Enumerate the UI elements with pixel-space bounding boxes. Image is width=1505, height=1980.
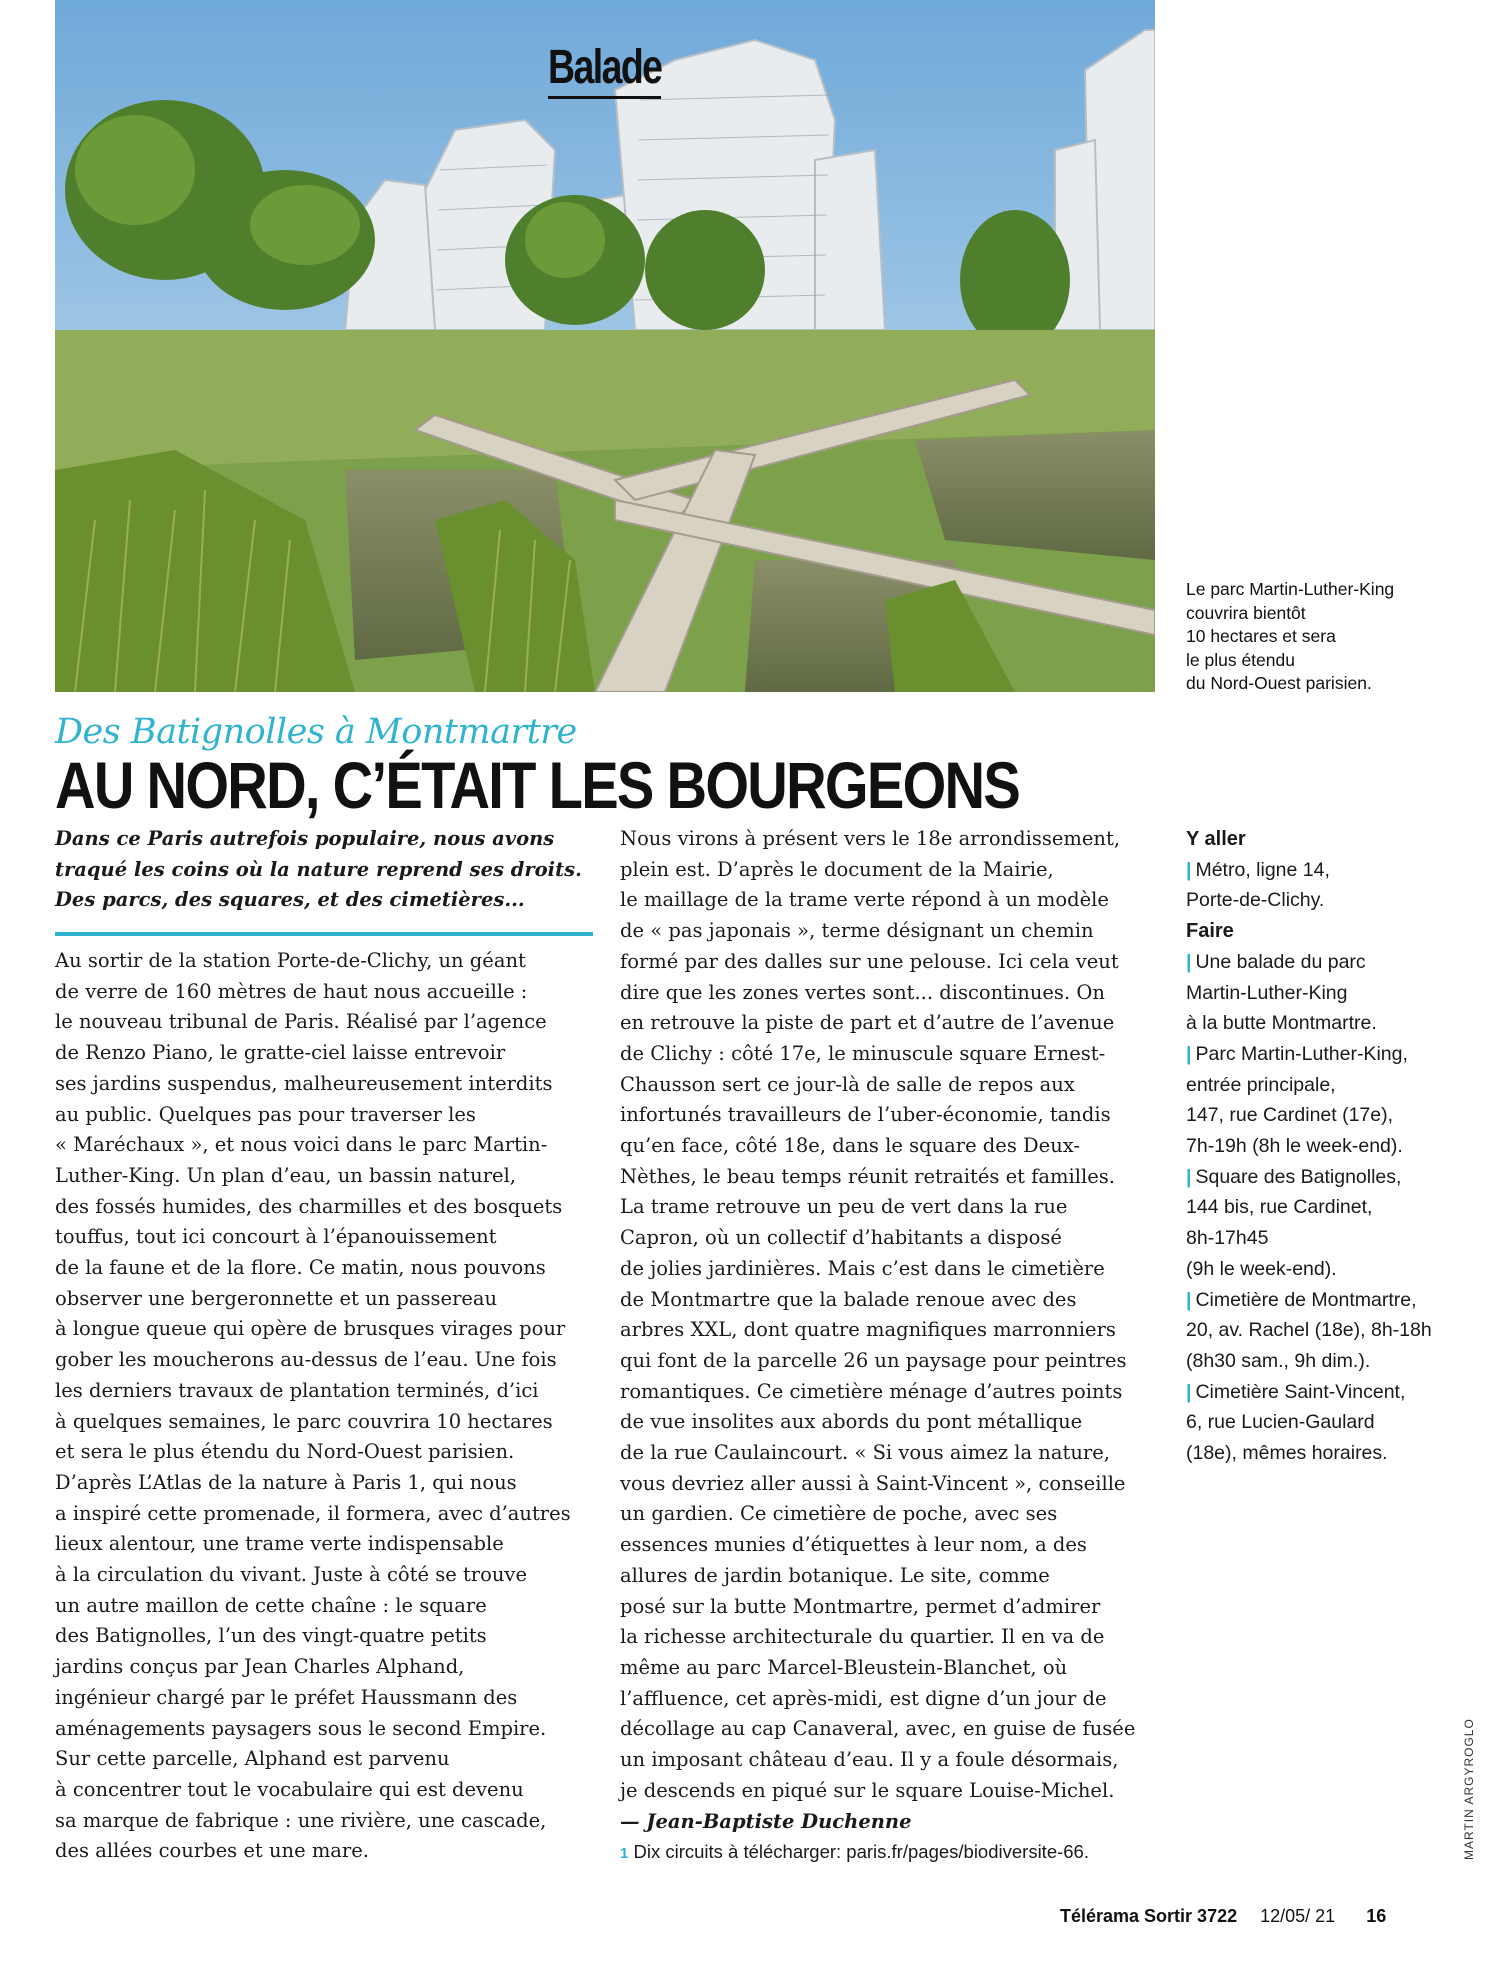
practical-info	[1186, 824, 1496, 1469]
text-line: Capron, où un collectif d’habitants a disposé	[620, 1226, 1062, 1250]
article-kicker: Des Batignolles à Montmartre	[55, 712, 577, 752]
lead-line: Dans ce Paris autrefois populaire, nous avons	[55, 827, 555, 850]
text-line: à longue queue qui opère de brusques virages pour	[55, 1317, 566, 1341]
body-column-2	[620, 824, 1165, 1870]
article-headline: AU NORD, C’ÉTAIT LES BOURGEONS	[55, 748, 1020, 822]
text-line: à la circulation du vivant. Juste à côté se trouve	[55, 1563, 527, 1587]
text-line: Sur cette parcelle, Alphand est parvenu	[55, 1747, 450, 1771]
text-line: Chausson sert ce jour-là de salle de repos aux	[620, 1072, 1075, 1096]
text-line: décollage au cap Canaveral, avec, en guise de fusée	[620, 1717, 1136, 1741]
park-photo-illustration	[55, 0, 1155, 692]
separator-bar-icon: |	[1186, 1288, 1192, 1311]
info-line: (9h le week-end).	[1186, 1257, 1337, 1280]
photo-credit-text: MARTIN ARGYROGLO	[1462, 1718, 1476, 1860]
park-photo	[55, 0, 1155, 692]
text-line: sa marque de fabrique : une rivière, une cascade,	[55, 1808, 547, 1832]
lead-divider	[55, 932, 593, 936]
page-footer	[1060, 1906, 1386, 1927]
text-line: romantiques. Ce cimetière ménage d’autres points	[620, 1379, 1123, 1403]
text-line: qu’en face, côté 18e, dans le square des Deux-	[620, 1134, 1081, 1158]
text-line: de Renzo Piano, le gratte-ciel laisse entrevoir	[55, 1041, 506, 1065]
text-line: arbres XXL, dont quatre magnifiques marronniers	[620, 1318, 1116, 1342]
lead-line: traqué les coins où la nature reprend ses droits.	[55, 857, 582, 881]
text-line: au public. Quelques pas pour traverser les	[55, 1102, 476, 1126]
text-line: de « pas japonais », terme désignant un chemin	[620, 919, 1094, 943]
info-line: à la butte Montmartre.	[1186, 1012, 1377, 1035]
issue-date: 12/05/ 21	[1260, 1906, 1336, 1926]
separator-bar-icon: |	[1186, 1042, 1192, 1065]
info-line: 20, av. Rachel (18e), 8h-18h	[1186, 1319, 1432, 1342]
faire-list	[1186, 947, 1496, 1469]
info-line: 147, rue Cardinet (17e),	[1186, 1104, 1394, 1127]
text-line: un gardien. Ce cimetière de poche, avec ses	[620, 1502, 1058, 1526]
text-line: qui font de la parcelle 26 un paysage pour peintres	[620, 1348, 1127, 1372]
footnote	[620, 1837, 1165, 1870]
text-line: touffus, tout ici concourt à l’épanouissement	[55, 1225, 497, 1249]
text-line: les derniers travaux de plantation terminés, d’ici	[55, 1378, 539, 1402]
photo-caption	[1186, 578, 1486, 696]
photo-credit	[1462, 1680, 1490, 1860]
text-line: un imposant château d’eau. Il y a foule désormais,	[620, 1748, 1119, 1772]
text-line: vous devriez aller aussi à Saint-Vincent », conseille	[620, 1471, 1126, 1495]
text-line: essences munies d’étiquettes à leur nom, a des	[620, 1533, 1087, 1557]
info-line: | Square des Batignolles,	[1186, 1165, 1402, 1188]
text-line: ses jardins suspendus, malheureusement interdits	[55, 1071, 553, 1095]
section-tag-label: Balade	[548, 44, 661, 99]
text-line: Nèthes, le beau temps réunit retraités et familles.	[620, 1164, 1115, 1188]
caption-line: le plus étendu	[1186, 649, 1295, 670]
text-line: de Clichy : côté 17e, le minuscule square Ernest-	[620, 1041, 1106, 1065]
text-line: même au parc Marcel-Bleustein-Blanchet, où	[620, 1655, 1068, 1679]
text-line: l’affluence, cet après-midi, est digne d’un jour de	[620, 1686, 1107, 1710]
text-line: un autre maillon de cette chaîne : le square	[55, 1593, 487, 1617]
text-line: observer une bergeronnette et un passereau	[55, 1286, 498, 1310]
text-line: des allées courbes et une mare.	[55, 1839, 369, 1863]
text-line: de verre de 160 mètres de haut nous accueille :	[55, 979, 528, 1003]
text-line: lieux alentour, une trame verte indispensable	[55, 1532, 504, 1556]
info-line: 6, rue Lucien-Gaulard	[1186, 1411, 1375, 1434]
text-line: des Batignolles, l’un des vingt-quatre petits	[55, 1624, 487, 1648]
info-line: | Cimetière de Montmartre,	[1186, 1288, 1417, 1311]
text-line: de la rue Caulaincourt. « Si vous aimez la nature,	[620, 1441, 1110, 1465]
info-heading-y-aller: Y aller	[1186, 828, 1246, 850]
text-line: « Maréchaux », et nous voici dans le parc Martin-	[55, 1133, 548, 1157]
caption-line: du Nord-Ouest parisien.	[1186, 673, 1372, 693]
text-line: allures de jardin botanique. Le site, comme	[620, 1563, 1050, 1587]
info-line: | Cimetière Saint-Vincent,	[1186, 1380, 1406, 1403]
separator-bar-icon: |	[1186, 1380, 1192, 1403]
magazine-name: Télérama Sortir 3722	[1060, 1906, 1238, 1926]
text-line: gober les moucherons au-dessus de l’eau. Une fois	[55, 1348, 557, 1372]
text-line: je descends en piqué sur le square Louise-Michel.	[620, 1778, 1115, 1802]
info-line: Porte-de-Clichy.	[1186, 889, 1325, 912]
author-signature: — Jean-Baptiste Duchenne	[620, 1809, 912, 1833]
separator-bar-icon: |	[1186, 950, 1192, 973]
body-column-1	[55, 946, 600, 1867]
footnote-text: Dix circuits à télécharger: paris.fr/pages/biodiversite-66.	[633, 1841, 1089, 1863]
info-line: entrée principale,	[1186, 1073, 1336, 1096]
section-tag	[55, 41, 1155, 99]
text-line: la richesse architecturale du quartier. Il en va de	[620, 1625, 1105, 1649]
info-line: 7h-19h (8h le week-end).	[1186, 1135, 1403, 1158]
text-line: de Montmartre que la balade renoue avec des	[620, 1287, 1077, 1311]
page-number: 16	[1366, 1906, 1387, 1926]
info-line: (18e), mêmes horaires.	[1186, 1442, 1388, 1465]
text-line: posé sur la butte Montmartre, permet d’admirer	[620, 1594, 1101, 1618]
footnote-mark: 1	[620, 1845, 629, 1863]
text-line: La trame retrouve un peu de vert dans la rue	[620, 1195, 1068, 1219]
caption-line: 10 hectares et sera	[1186, 626, 1336, 646]
text-line: formé par des dalles sur une pelouse. Ici cela veut	[620, 949, 1119, 973]
info-line: 144 bis, rue Cardinet,	[1186, 1196, 1373, 1219]
info-line: | Une balade du parc	[1186, 950, 1366, 973]
text-line: à concentrer tout le vocabulaire qui est devenu	[55, 1777, 524, 1801]
article-lead	[55, 824, 595, 916]
text-line: aménagements paysagers sous le second Empire.	[55, 1716, 547, 1740]
text-line: D’après L’Atlas de la nature à Paris 1, qui nous	[55, 1470, 517, 1494]
text-line: le maillage de la trame verte répond à un modèle	[620, 888, 1109, 912]
separator-bar-icon: |	[1186, 1165, 1192, 1188]
info-line: Martin-Luther-King	[1186, 981, 1348, 1004]
text-line: Nous virons à présent vers le 18e arrondissement,	[620, 827, 1121, 850]
text-line: a inspiré cette promenade, il formera, avec d’autres	[55, 1501, 571, 1525]
text-line: et sera le plus étendu du Nord-Ouest parisien.	[55, 1440, 515, 1464]
text-line: infortunés travailleurs de l’uber-économie, tandis	[620, 1103, 1111, 1127]
caption-line: couvrira bientôt	[1186, 602, 1306, 623]
info-line: | Parc Martin-Luther-King,	[1186, 1042, 1408, 1065]
separator-bar-icon: |	[1186, 858, 1192, 881]
text-line: de la faune et de la flore. Ce matin, nous pouvons	[55, 1256, 546, 1280]
text-line: de jolies jardinières. Mais c’est dans le cimetière	[620, 1256, 1105, 1280]
text-line: ingénieur chargé par le préfet Haussmann des	[55, 1685, 518, 1709]
info-line: (8h30 sam., 9h dim.).	[1186, 1349, 1371, 1372]
text-line: de vue insolites aux abords du pont métallique	[620, 1410, 1083, 1434]
text-line: jardins conçus par Jean Charles Alphand,	[55, 1655, 465, 1679]
text-line: Au sortir de la station Porte-de-Clichy, un géant	[55, 949, 526, 972]
info-heading-faire: Faire	[1186, 920, 1234, 943]
text-line: Luther-King. Un plan d’eau, un bassin naturel,	[55, 1163, 517, 1187]
caption-line: Le parc Martin-Luther-King	[1186, 579, 1395, 599]
text-line: à quelques semaines, le parc couvrira 10 hectares	[55, 1409, 553, 1433]
info-line: | Métro, ligne 14,	[1186, 858, 1330, 881]
text-line: dire que les zones vertes sont... discontinues. On	[620, 980, 1105, 1004]
text-line: en retrouve la piste de part et d’autre de l’avenue	[620, 1011, 1115, 1035]
text-line: plein est. D’après le document de la Mairie,	[620, 857, 1054, 881]
text-line: des fossés humides, des charmilles et des bosquets	[55, 1194, 563, 1218]
info-line: 8h-17h45	[1186, 1227, 1269, 1250]
text-line: le nouveau tribunal de Paris. Réalisé par l’agence	[55, 1010, 547, 1034]
lead-line: Des parcs, des squares, et des cimetières...	[55, 888, 525, 911]
